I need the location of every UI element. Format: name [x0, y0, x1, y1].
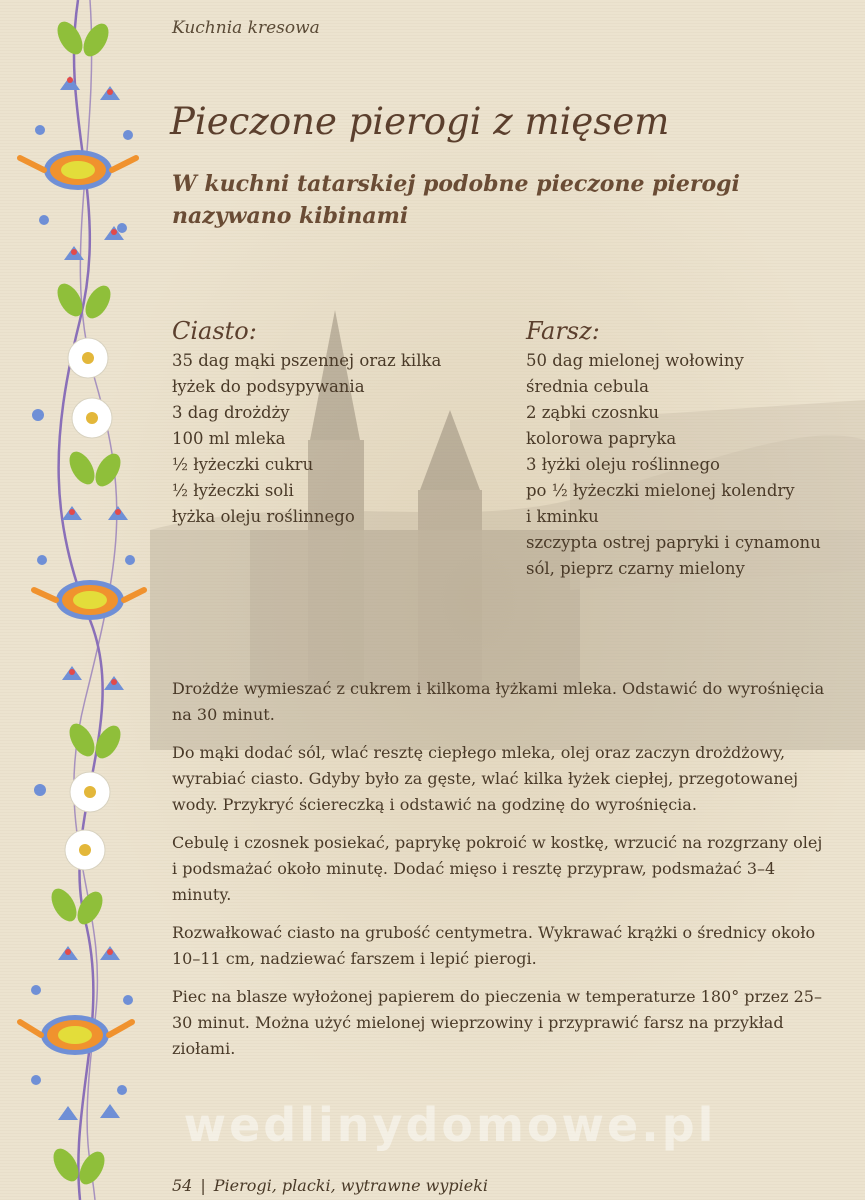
ingredient-item: sól, pieprz czarny mielony [526, 559, 745, 578]
filling-heading: Farsz: [526, 317, 600, 345]
ingredient-item: łyżek do podsypywania [172, 377, 365, 396]
recipe-title: Pieczone pierogi z mięsem [170, 100, 670, 143]
footer-separator: | [200, 1176, 206, 1195]
ingredient-item: 100 ml mleka [172, 429, 286, 448]
ingredient-item: kolorowa papryka [526, 429, 677, 448]
chapter-title: Pierogi, placki, wytrawne wypieki [213, 1176, 489, 1195]
ingredient-item: 2 ząbki czosnku [526, 403, 659, 422]
step-paragraph: Piec na blasze wyłożonej papierem do pieczenia w temperaturze 180° przez 25–30 minut. Można użyć mielonej wieprzowiny i przyprawić farsz na przykład ziołami. [172, 987, 822, 1058]
ingredient-item: 35 dag mąki pszennej oraz kilka [172, 351, 442, 370]
page-footer [172, 1176, 488, 1195]
ingredient-item: 3 dag drożdży [172, 403, 290, 422]
ingredient-item: łyżka oleju roślinnego [172, 507, 355, 526]
ingredient-item: ½ łyżeczki soli [172, 481, 294, 500]
step-paragraph: Cebulę i czosnek posiekać, paprykę pokroić w kostkę, wrzucić na rozgrzany olej i podsmażać około minutę. Dodać mięso i resztę przypraw, podsmażać 3–4 minuty. [172, 833, 823, 904]
site-watermark: wedlinydomowe.pl [183, 1098, 717, 1152]
ingredient-item: 50 dag mielonej wołowiny [526, 351, 744, 370]
step-paragraph: Do mąki dodać sól, wlać resztę ciepłego mleka, olej oraz zaczyn drożdżowy, wyrabiać ciasto. Gdyby było za gęste, wlać kilka łyżek ciepłej, przegotowanej wody. Przykryć ściereczką i odstawić na godzinę do wyrośnięcia. [172, 743, 799, 814]
filling-ingredients [526, 316, 846, 582]
ingredient-item: po ½ łyżeczki mielonej kolendry [526, 481, 795, 500]
ingredient-item: 3 łyżki oleju roślinnego [526, 455, 720, 474]
dough-heading: Ciasto: [172, 317, 257, 345]
preparation-steps [172, 676, 832, 1074]
step-paragraph: Rozwałkować ciasto na grubość centymetra. Wykrawać krążki o średnicy około 10–11 cm, nadziewać farszem i lepić pierogi. [172, 923, 816, 968]
ingredient-item: szczypta ostrej papryki i cynamonu [526, 533, 821, 552]
floral-folk-border-icon [0, 0, 150, 1200]
ingredient-item: ½ łyżeczki cukru [172, 455, 314, 474]
page-number: 54 [172, 1176, 193, 1195]
ingredient-item: i kminku [526, 507, 599, 526]
section-label: Kuchnia kresowa [172, 18, 320, 38]
recipe-subtitle: W kuchni tatarskiej podobne pieczone pierogi nazywano kibinami [172, 171, 740, 229]
ingredient-item: średnia cebula [526, 377, 649, 396]
dough-ingredients [172, 316, 492, 530]
step-paragraph: Drożdże wymieszać z cukrem i kilkoma łyżkami mleka. Odstawić do wyrośnięcia na 30 minut. [172, 679, 825, 724]
